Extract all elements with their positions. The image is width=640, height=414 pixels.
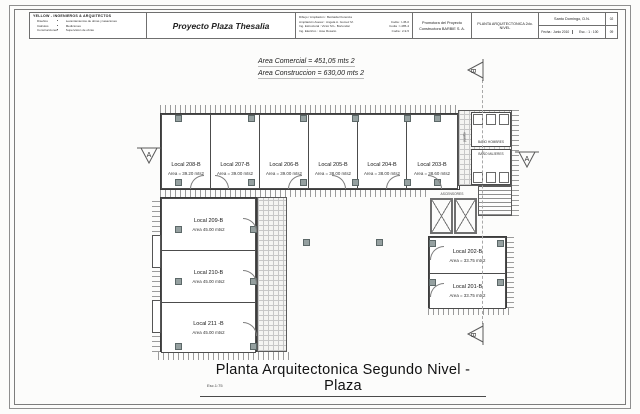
credit-text: Ing. Electrico : Jose Rosario <box>299 28 337 33</box>
credit-text: Ampliación Asesor : Angela A. Gomez M. <box>299 19 354 24</box>
bath-women-label: BAÑO MUJERES <box>478 152 504 156</box>
column-marker <box>376 239 383 246</box>
sheet-number-bottom: 09 <box>609 30 614 34</box>
section-line-b <box>482 80 483 324</box>
column-marker <box>429 240 436 247</box>
column-marker <box>250 343 257 350</box>
local-name: Local 203-B <box>417 162 447 168</box>
credit-code: Codia : 2-9-5 <box>391 28 409 33</box>
local-name: Local 202-B <box>452 248 483 255</box>
local-area: Area 45.00 mts2 <box>192 226 225 232</box>
wall-pilaster <box>152 235 161 268</box>
local-area: Area = 38.00 mts2 <box>364 171 400 176</box>
local-name: Local 208-B <box>171 162 201 168</box>
column-marker <box>248 115 255 122</box>
bath-room-men <box>471 112 511 147</box>
section-marker-a-left <box>136 144 162 168</box>
section-letter: A <box>146 152 152 159</box>
column-marker <box>404 179 411 186</box>
corridor-hatch <box>257 197 287 352</box>
local-name: Local 204-B <box>367 162 397 168</box>
local-name: Local 201-B <box>452 284 483 290</box>
column-marker <box>175 278 182 285</box>
column-marker <box>175 226 182 233</box>
toilet-stall <box>499 114 509 125</box>
bath-room-women <box>471 149 511 185</box>
firm-name: YELLOW - INGENIEROS & ARQUITECTOS <box>33 14 112 18</box>
column-marker <box>175 343 182 350</box>
staircase <box>478 186 512 216</box>
local-name: Local 207-B <box>220 162 250 168</box>
wall-pilaster <box>152 300 161 333</box>
toilet-stall <box>486 114 496 125</box>
tick-strip <box>158 352 290 360</box>
area-notes <box>258 58 364 82</box>
elevators-label: ASCENSORES <box>440 192 464 196</box>
area-note-comercial: Area Comercial = 451,05 mts 2 <box>258 58 355 65</box>
local-209-b <box>161 198 256 251</box>
column-marker <box>175 115 182 122</box>
elevator-shaft <box>430 198 453 234</box>
local-name: Local 206-B <box>269 162 299 168</box>
date-label: Fecha : Junio 2010 <box>539 30 573 34</box>
bathrooms-block <box>458 110 512 186</box>
firm-service: • Construcciones <box>37 28 58 33</box>
column-marker <box>303 239 310 246</box>
section-marker-a-right <box>514 148 540 172</box>
column-marker <box>497 240 504 247</box>
scale-label: Esc. : 1 : 100 <box>579 30 599 34</box>
local-area: Area = 38.60 mts2 <box>414 171 450 176</box>
section-marker-b-top <box>459 58 485 82</box>
credit-code: Codia : I-485-4 <box>389 24 409 29</box>
local-name: Local 211 -B <box>193 320 224 327</box>
toilet-stall <box>499 172 509 183</box>
firm-service: • Diseños <box>37 19 58 24</box>
firm-service: • Supervisión de obras <box>66 28 117 33</box>
section-letter: A <box>524 156 530 163</box>
local-name: Local 210-B <box>193 269 224 276</box>
area-note-construccion: Area Construccion = 630,00 mts 2 <box>258 70 365 77</box>
drawing-title: Planta Arquitectonica Segundo Nivel - Plaza <box>200 362 486 397</box>
top-wing <box>160 113 460 190</box>
promoter-name: Constructora BARBIE S. A. <box>419 26 465 31</box>
location-label: Santo Domingo, D.N. <box>539 13 605 26</box>
column-marker <box>175 179 182 186</box>
local-area: Area = 33.75 mts2 <box>449 293 486 298</box>
local-name: Local 205-B <box>318 162 348 168</box>
section-letter: B <box>469 68 476 74</box>
local-area: Area 45.00 mts2 <box>192 329 225 335</box>
local-210-b <box>161 250 256 303</box>
corridor-label: pasillo <box>462 132 467 142</box>
tick-strip <box>160 105 460 113</box>
local-area: Area = 39.20 mts2 <box>168 171 204 176</box>
promoter-label: Promotora del Proyecto <box>422 20 462 25</box>
tick-strip <box>160 190 430 197</box>
local-area: Area = 38.00 mts2 <box>315 171 351 176</box>
local-area: Area = 39.00 mts2 <box>266 171 302 176</box>
column-marker <box>300 115 307 122</box>
credit-code: Codia : I-45-0 <box>390 19 409 24</box>
section-letter: B <box>469 332 476 338</box>
local-area: Area = 33.75 mts2 <box>449 257 486 263</box>
firm-service: • Mediciones <box>66 24 117 29</box>
tick-strip <box>507 236 514 308</box>
column-marker <box>404 115 411 122</box>
column-marker <box>434 115 441 122</box>
elevator-shaft <box>454 198 477 234</box>
column-marker <box>352 179 359 186</box>
firm-service: • Levantamientos de obras y tasaciones <box>66 19 117 24</box>
toilet-stall <box>486 172 496 183</box>
section-marker-b-bottom <box>459 322 485 346</box>
local-area: Area = 39.00 mts2 <box>217 171 253 176</box>
tick-strip <box>428 308 512 315</box>
project-title: Proyecto Plaza Thesalia <box>172 20 270 31</box>
column-marker <box>248 179 255 186</box>
credit-text: Ing. Estructural : Victor M.L. Bortondar <box>299 24 350 29</box>
credit-text: Dibujo / Ampliación : Betzaida Florencia <box>299 15 352 19</box>
local-area: Area 45.00 mts2 <box>192 278 225 284</box>
sheet-number-top: 02 <box>606 13 617 26</box>
column-marker <box>497 279 504 286</box>
sheet-title: PLANTA ARQUITECTONICA 2do. NIVEL <box>477 21 533 30</box>
firm-service: • Cálculos <box>37 24 58 29</box>
column-marker <box>352 115 359 122</box>
bath-men-label: BAÑO HOMBRES <box>477 140 505 144</box>
drawing-scale: Esc.1:75 <box>207 383 223 388</box>
local-name: Local 209-B <box>193 217 224 224</box>
